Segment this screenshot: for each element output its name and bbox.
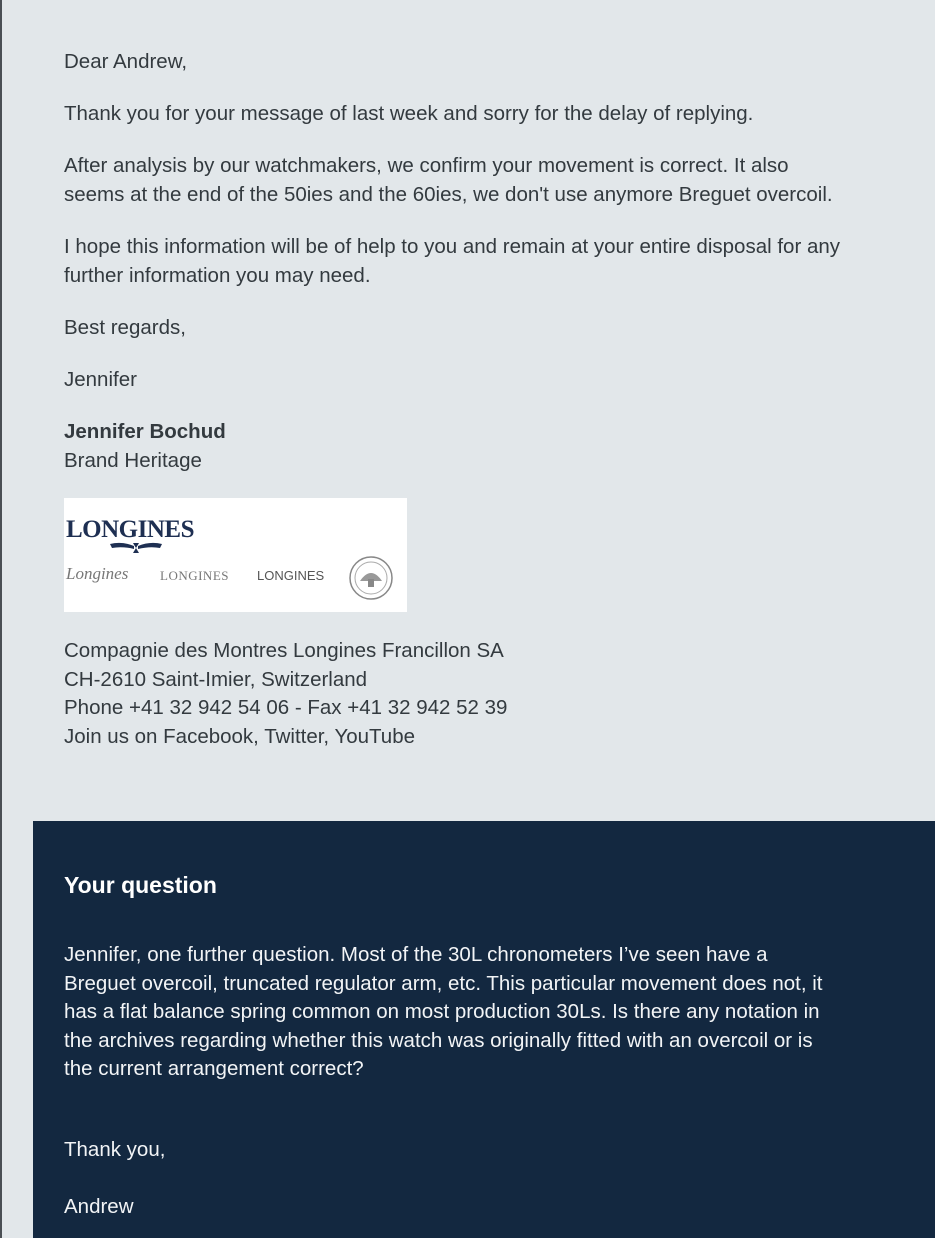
company-address: CH-2610 Saint-Imier, Switzerland (64, 668, 368, 691)
longines-sans-mark: LONGINES (257, 568, 325, 583)
question-heading: Your question (64, 872, 217, 898)
longines-wordmark: LONGINES (66, 516, 194, 543)
social-links: Join us on Facebook, Twitter, YouTube (64, 725, 416, 748)
question-line-5: the current arrangement correct? (64, 1057, 364, 1080)
left-border (0, 0, 2, 1238)
closing: Best regards, (64, 316, 186, 339)
question-line-2: Breguet overcoil, truncated regulator arm, etc. This particular movement does not, it (64, 972, 823, 995)
longines-script-mark: Longines (66, 564, 129, 583)
signature-title: Brand Heritage (64, 449, 202, 472)
company-name: Compagnie des Montres Longines Francillon SA (64, 639, 504, 662)
question-thanks: Thank you, (64, 1138, 166, 1161)
longines-seal-icon (348, 555, 394, 601)
letter-paragraph-2-line-2: seems at the end of the 50ies and the 60ies, we don't use anymore Breguet overcoil. (64, 183, 833, 206)
question-sign-off: Andrew (64, 1195, 134, 1218)
company-phone-fax: Phone +41 32 942 54 06 - Fax +41 32 942 52 39 (64, 696, 508, 719)
letter-paragraph-2-line-1: After analysis by our watchmakers, we confirm your movement is correct. It also (64, 154, 789, 177)
letter-paragraph-3-line-1: I hope this information will be of help to you and remain at your entire disposal for any (64, 235, 841, 258)
question-line-4: the archives regarding whether this watch was originally fitted with an overcoil or is (64, 1029, 813, 1052)
winged-hourglass-icon (108, 540, 164, 556)
question-line-3: has a flat balance spring common on most production 30Ls. Is there any notation in (64, 1000, 820, 1023)
question-panel (33, 821, 935, 1238)
letter-paragraph-1: Thank you for your message of last week and sorry for the delay of replying. (64, 102, 754, 125)
greeting: Dear Andrew, (64, 50, 188, 73)
first-name: Jennifer (64, 368, 137, 391)
longines-logo-banner (64, 498, 407, 612)
letter-paragraph-3-line-2: further information you may need. (64, 264, 371, 287)
question-line-1: Jennifer, one further question. Most of the 30L chronometers I’ve seen have a (64, 943, 768, 966)
signature-name: Jennifer Bochud (64, 420, 226, 443)
longines-serif-mark: LONGINES (160, 568, 229, 583)
